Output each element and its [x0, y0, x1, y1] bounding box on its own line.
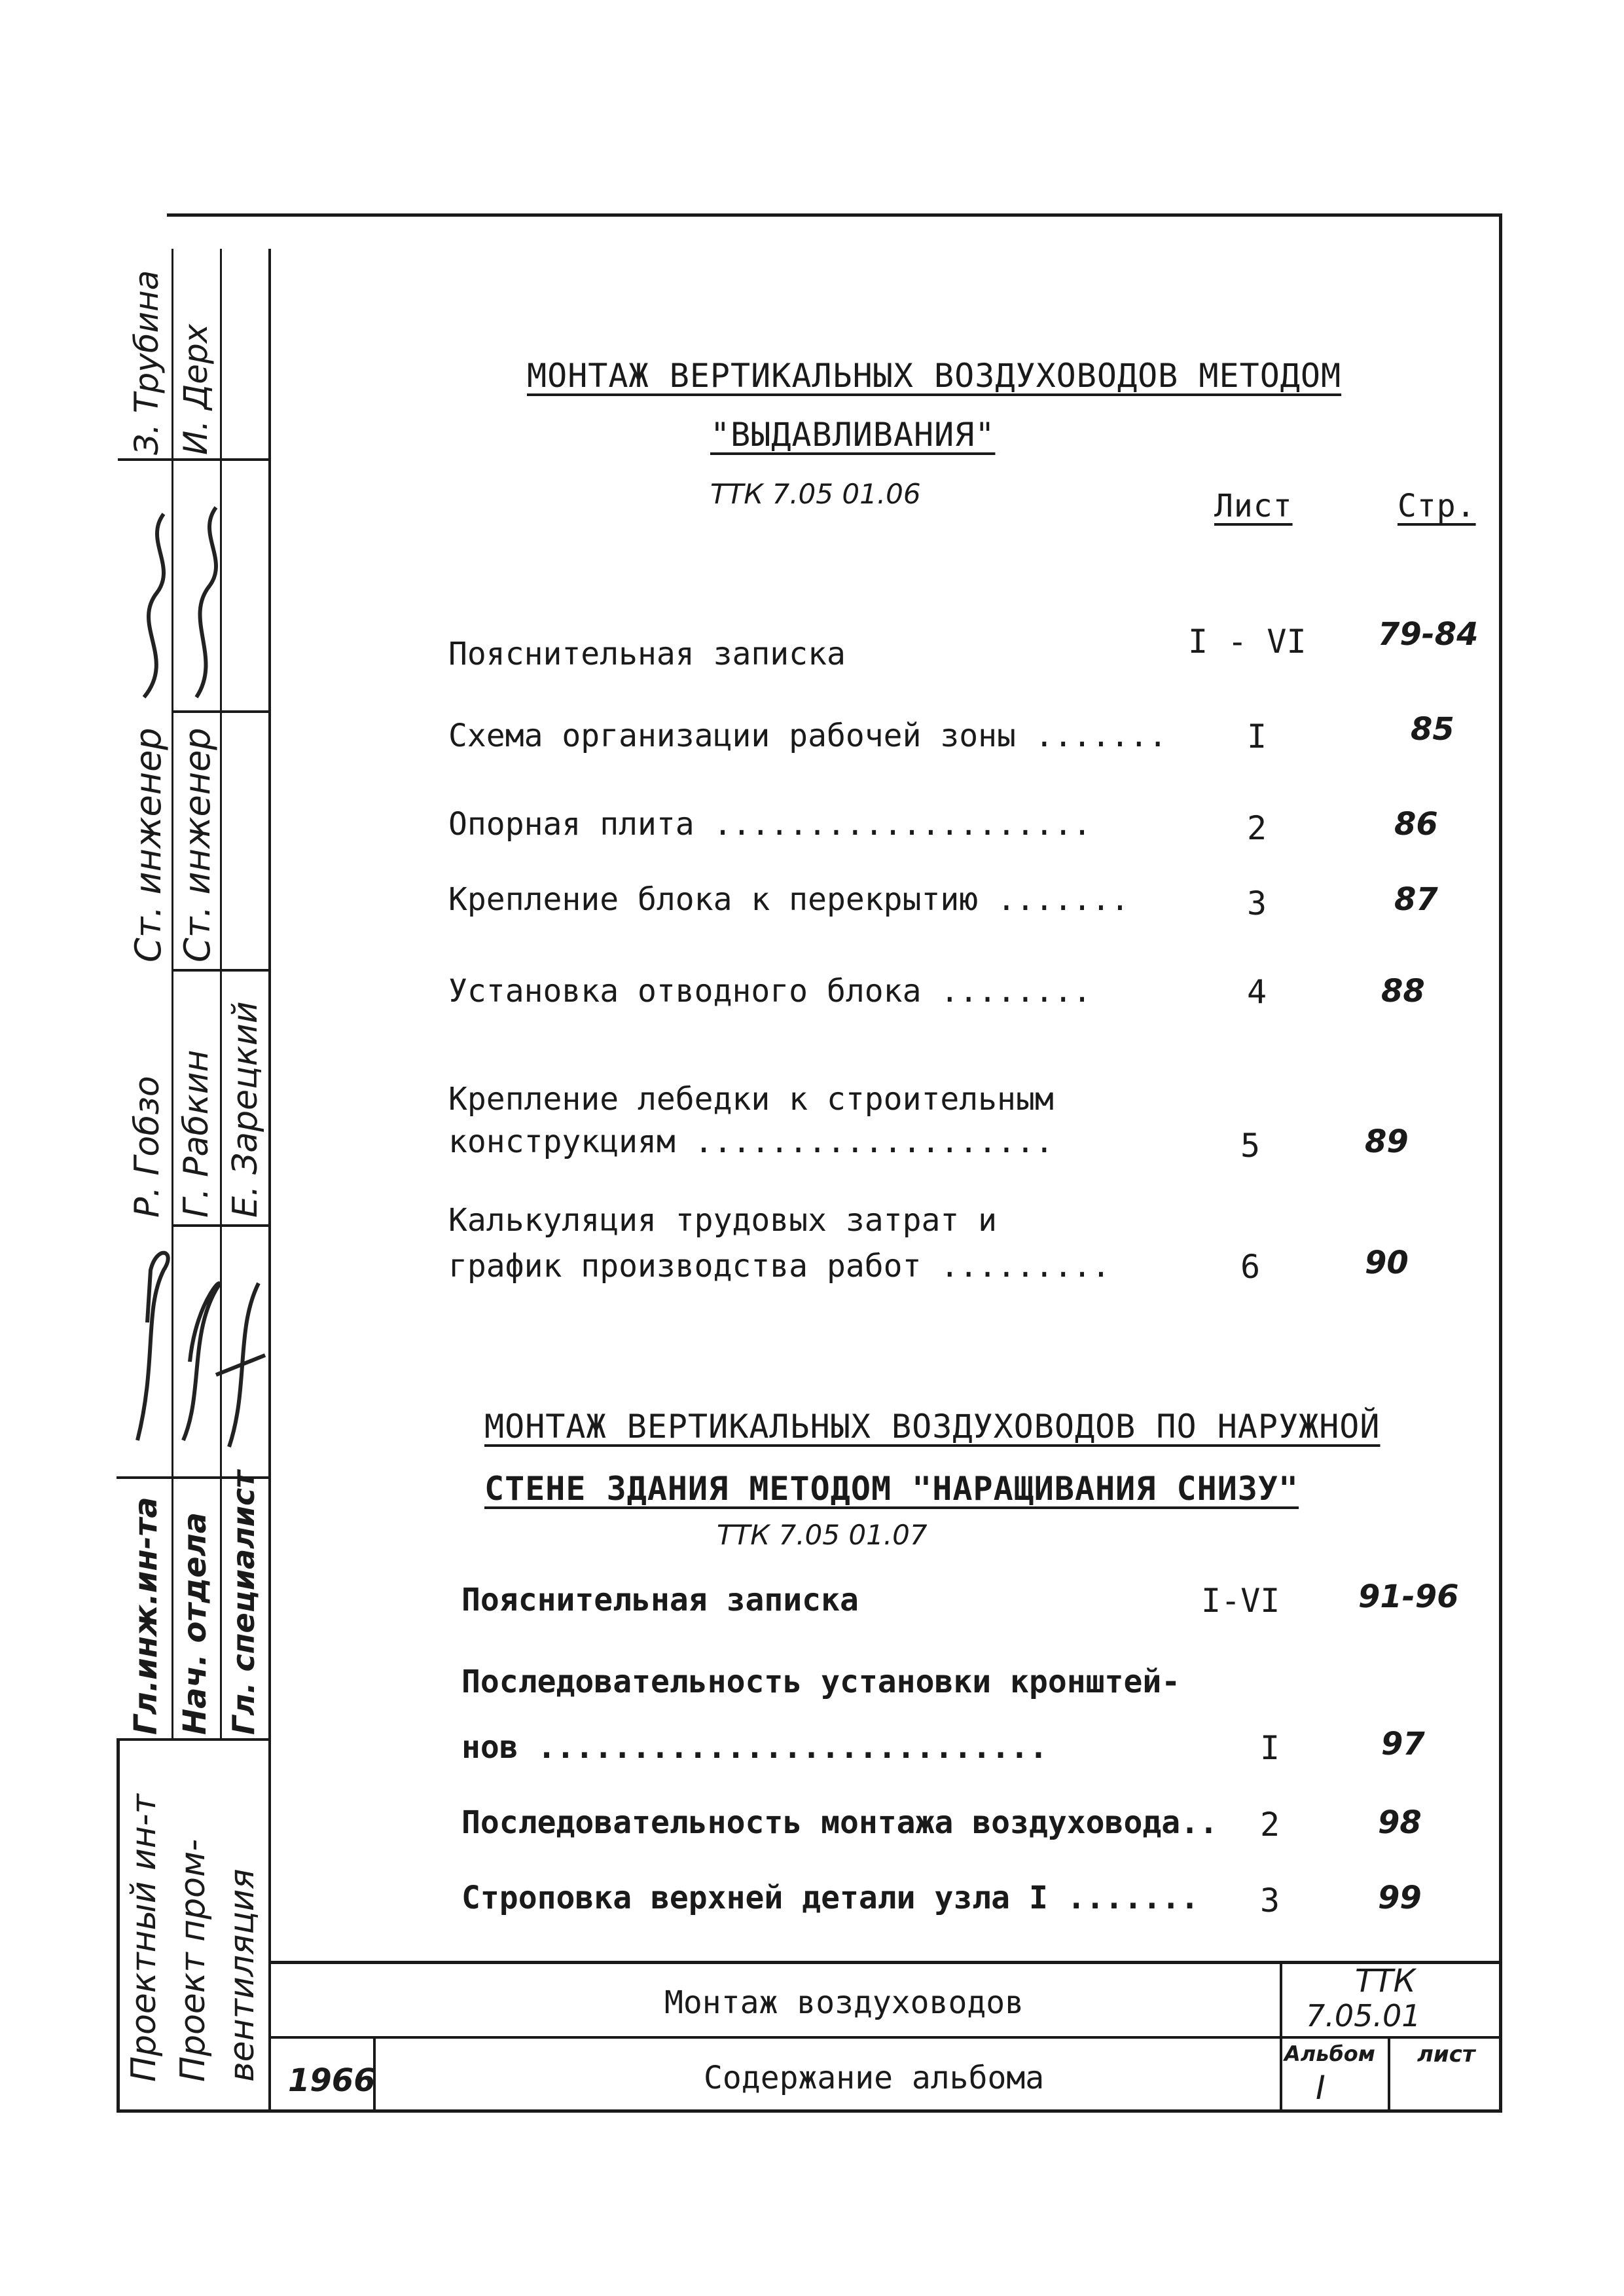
s1-item-5-sheet: 4 [1247, 973, 1267, 1011]
stamp-code-line1: ТТК [1355, 1963, 1416, 1999]
stamp-album-divider [1388, 2036, 1390, 2111]
section1-title-line1: МОНТАЖ ВЕРТИКАЛЬНЫХ ВОЗДУХОВОДОВ МЕТОДОМ [527, 357, 1342, 395]
s1-item-6-text-line2: конструкциям ................... [448, 1123, 1054, 1160]
s1-item-1-text: Пояснительная записка [448, 636, 846, 672]
s1-item-1-page: 79-84 [1378, 616, 1479, 653]
stamp-sheet-label: лист [1417, 2041, 1475, 2068]
side-role-4: Ст. инженер [128, 727, 169, 962]
s1-item-7-text-line2: график производства работ ......... [448, 1248, 1111, 1285]
section2-code: ТТК 7.05 01.07 [717, 1519, 928, 1551]
side-row-line-3 [171, 1224, 271, 1227]
s1-item-7-sheet: 6 [1240, 1248, 1261, 1286]
s2-item-3-sheet: 2 [1260, 1806, 1280, 1844]
stamp-title-row2: Содержание альбома [704, 2060, 1045, 2096]
s2-item-1-page: 91-96 [1358, 1578, 1459, 1615]
section1-code: ТТК 7.05 01.06 [710, 478, 921, 510]
stamp-mid-line [268, 2036, 1502, 2039]
section2-title-line1: МОНТАЖ ВЕРТИКАЛЬНЫХ ВОЗДУХОВОДОВ ПО НАРУЖНОЙ [484, 1408, 1380, 1446]
side-name-2: Г. Рабкин [177, 1049, 216, 1218]
s1-item-3-text: Опорная плита .................... [448, 806, 1092, 843]
s1-item-6-page: 89 [1365, 1123, 1409, 1160]
side-row-line-1 [117, 1738, 271, 1741]
frame-right [1499, 213, 1502, 2112]
s1-item-6-sheet: 5 [1240, 1127, 1261, 1165]
side-role-3: Гл. специалист [226, 1470, 261, 1735]
stamp-title-row1: Монтаж воздуховодов [664, 1984, 1024, 2021]
s2-item-1-text: Пояснительная записка [461, 1582, 859, 1618]
stamp-album-value: I [1316, 2069, 1326, 2107]
s2-item-1-sheet: I-VI [1201, 1582, 1280, 1620]
column-header-sheet: Лист [1214, 488, 1293, 524]
stamp-code-line2: 7.05.01 [1306, 1998, 1421, 2033]
s1-item-5-page: 88 [1381, 973, 1425, 1010]
side-name-3: Е. Зарецкий [226, 1001, 265, 1218]
side-org-line2: Проект пром- [173, 1839, 213, 2082]
s2-item-4-sheet: 3 [1260, 1882, 1280, 1920]
s1-item-2-sheet: I [1247, 718, 1267, 756]
section1-title-line2: "ВЫДАВЛИВАНИЯ" [710, 416, 996, 454]
stamp-year: 1966 [288, 2062, 376, 2099]
side-row-line-4 [171, 969, 271, 972]
s2-item-3-page: 98 [1378, 1804, 1422, 1841]
side-row-line-5 [171, 710, 271, 713]
s2-item-4-page: 99 [1378, 1880, 1422, 1916]
s2-item-3-text: Последовательность монтажа воздуховода.. [461, 1804, 1218, 1841]
frame-top [167, 213, 1502, 217]
s1-item-2-text: Схема организации рабочей зоны ....... [448, 718, 1168, 754]
s1-item-5-text: Установка отводного блока ........ [448, 973, 1092, 1010]
stamp-code-divider [1280, 1961, 1282, 2111]
side-role-2: Нач. отдела [177, 1512, 213, 1735]
side-row-line-6 [118, 458, 271, 461]
s2-item-2-text-line1: Последовательность установки кронштей- [461, 1664, 1181, 1700]
side-role-1: Гл.инж.ин-та [128, 1497, 164, 1735]
s2-item-2-sheet: I [1260, 1729, 1280, 1767]
s1-item-3-page: 86 [1394, 806, 1438, 843]
s1-item-2-page: 85 [1411, 711, 1454, 748]
s1-item-4-sheet: 3 [1247, 884, 1267, 922]
side-org-line1: Проектный ин-т [124, 1794, 164, 2082]
s2-item-4-text: Строповка верхней детали узла I ....... [461, 1880, 1200, 1916]
column-header-page: Стр. [1398, 488, 1476, 524]
side-name-4: З. Трубина [128, 270, 166, 455]
s1-item-4-text: Крепление блока к перекрытию ....... [448, 881, 1130, 918]
side-name-1: Р. Гобзо [128, 1076, 167, 1218]
s2-item-2-page: 97 [1381, 1726, 1425, 1762]
section2-title-line2: СТЕНЕ ЗДАНИЯ МЕТОДОМ "НАРАЩИВАНИЯ СНИЗУ" [484, 1470, 1299, 1508]
side-role-5: Ст. инженер [177, 727, 218, 962]
frame-left [117, 1738, 120, 2111]
s1-item-3-sheet: 2 [1247, 809, 1267, 847]
side-name-5: И. Дерх [177, 323, 215, 455]
side-org-line3: вентиляция [223, 1868, 262, 2082]
stamp-album-label: Альбом [1284, 2041, 1375, 2066]
frame-bottom [117, 2109, 1502, 2113]
s1-item-7-page: 90 [1365, 1245, 1409, 1281]
s2-item-2-text-line2: нов ........................... [461, 1729, 1048, 1766]
s1-item-7-text-line1: Калькуляция трудовых затрат и [448, 1202, 998, 1239]
stamp-top-line [268, 1961, 1502, 1964]
signature-strokes [118, 1231, 270, 1473]
s1-item-4-page: 87 [1394, 881, 1438, 918]
s1-item-6-text-line1: Крепление лебедки к строительным [448, 1081, 1054, 1118]
s1-item-1-sheet: I - VI [1188, 623, 1307, 661]
signature-strokes-2 [118, 462, 270, 710]
